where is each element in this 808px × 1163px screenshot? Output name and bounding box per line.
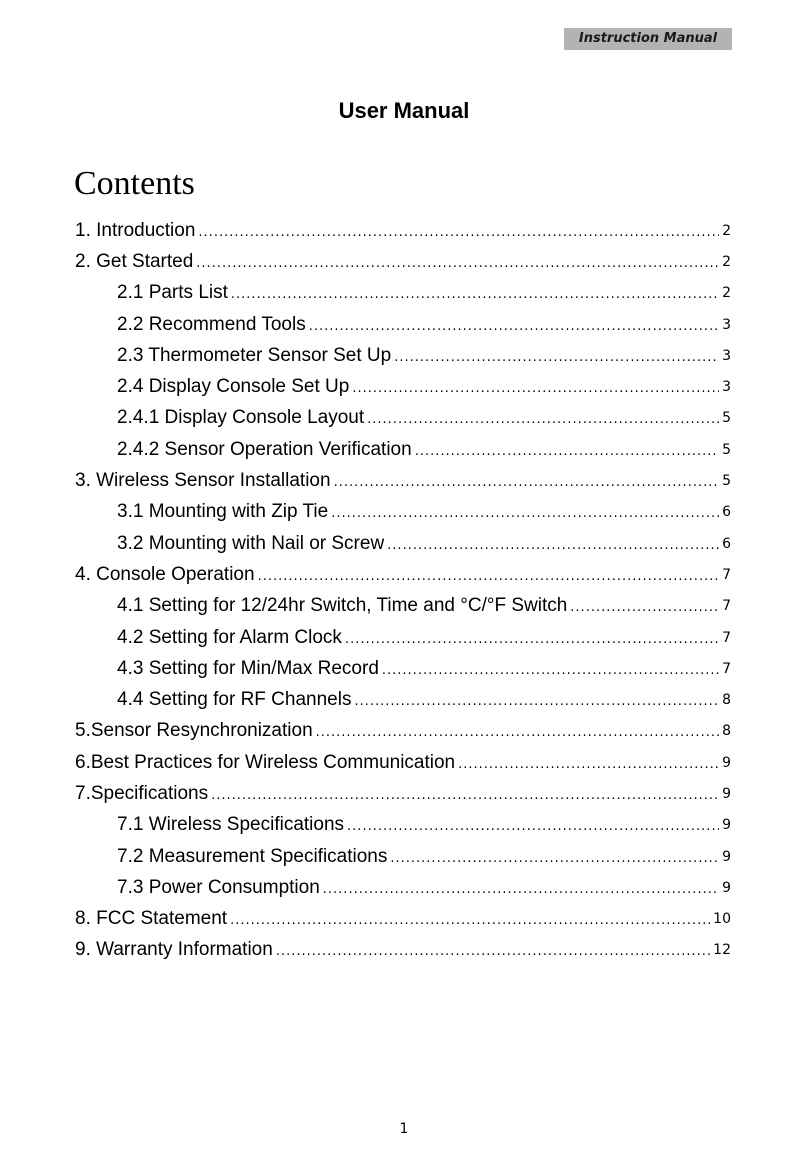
toc-entry[interactable] <box>75 371 731 402</box>
toc-entry-page: 9 <box>722 848 731 865</box>
toc-leader-dots <box>394 345 719 367</box>
toc-leader-dots <box>382 658 719 680</box>
toc-leader-dots <box>334 470 720 492</box>
toc-entry-label: 2.3 Thermometer Sensor Set Up <box>117 344 392 366</box>
toc-entry-page: 9 <box>722 785 731 802</box>
toc-leader-dots <box>316 720 719 742</box>
toc-entry-label: 7.3 Power Consumption <box>117 876 320 898</box>
toc-entry[interactable] <box>75 841 731 872</box>
toc-leader-dots <box>347 814 719 836</box>
toc-entry-label: 2. Get Started <box>75 250 194 272</box>
toc-entry-label: 4.4 Setting for RF Channels <box>117 689 352 711</box>
toc-entry[interactable] <box>75 497 731 528</box>
toc-leader-dots <box>231 282 719 304</box>
toc-entry-label: 2.4.1 Display Console Layout <box>117 407 365 429</box>
toc-entry[interactable] <box>75 716 731 747</box>
toc-leader-dots <box>211 783 719 805</box>
toc-leader-dots <box>276 939 710 961</box>
toc-entry-label: 8. FCC Statement <box>75 908 228 930</box>
toc-leader-dots <box>309 314 719 336</box>
toc-leader-dots <box>258 564 720 586</box>
instruction-manual-badge: Instruction Manual <box>564 28 732 50</box>
document-title: User Manual <box>338 98 470 123</box>
toc-entry-page: 12 <box>713 942 731 959</box>
toc-entry[interactable] <box>75 559 731 590</box>
toc-leader-dots <box>458 752 719 774</box>
toc-entry[interactable] <box>75 434 731 465</box>
toc-entry-page: 9 <box>722 817 731 834</box>
toc-entry-label: 4.3 Setting for Min/Max Record <box>117 657 379 679</box>
toc-entry-label: 4.1 Setting for 12/24hr Switch, Time and °C/°F Switch <box>117 595 568 617</box>
toc-entry[interactable] <box>75 872 731 903</box>
toc-entry-label: 5.Sensor Resynchronization <box>75 720 313 742</box>
toc-entry-page: 5 <box>722 473 731 490</box>
toc-entry-label: 2.1 Parts List <box>117 282 228 304</box>
toc-entry-page: 8 <box>722 692 731 709</box>
toc-leader-dots <box>198 220 719 242</box>
toc-entry-page: 7 <box>722 598 731 615</box>
toc-entry-label: 7.1 Wireless Specifications <box>117 814 345 836</box>
contents-heading: Contents <box>74 165 195 202</box>
toc-entry-label: 7.2 Measurement Specifications <box>117 845 388 867</box>
toc-entry-page: 7 <box>722 629 731 646</box>
toc-leader-dots <box>345 627 719 649</box>
toc-entry[interactable] <box>75 653 731 684</box>
toc-entry-page: 9 <box>722 879 731 896</box>
toc-entry[interactable] <box>75 528 731 559</box>
toc-entry-label: 6.Best Practices for Wireless Communication <box>75 751 456 773</box>
toc-entry-label: 4. Console Operation <box>75 563 255 585</box>
toc-entry-page: 3 <box>722 379 731 396</box>
toc-leader-dots <box>354 689 719 711</box>
toc-leader-dots <box>390 846 719 868</box>
toc-entry-page: 2 <box>722 285 731 302</box>
toc-leader-dots <box>323 877 719 899</box>
toc-entry-label: 2.4 Display Console Set Up <box>117 376 350 398</box>
toc-entry[interactable] <box>75 622 731 653</box>
toc-leader-dots <box>230 908 710 930</box>
toc-entry[interactable] <box>75 810 731 841</box>
toc-leader-dots <box>196 251 719 273</box>
toc-entry-page: 8 <box>722 723 731 740</box>
toc-entry-label: 2.2 Recommend Tools <box>117 313 306 335</box>
toc-entry-page: 9 <box>722 754 731 771</box>
toc-entry[interactable] <box>75 246 731 277</box>
toc-entry[interactable] <box>75 935 731 966</box>
toc-leader-dots <box>387 533 719 555</box>
toc-entry-page: 6 <box>722 535 731 552</box>
toc-entry-page: 5 <box>722 410 731 427</box>
toc-entry-page: 7 <box>722 566 731 583</box>
toc-entry-page: 10 <box>713 911 731 928</box>
toc-leader-dots <box>570 595 719 617</box>
toc-entry[interactable] <box>75 684 731 715</box>
toc-entry[interactable] <box>75 403 731 434</box>
toc-entry-page: 3 <box>722 316 731 333</box>
toc-entry[interactable] <box>75 778 731 809</box>
toc-entry[interactable] <box>75 340 731 371</box>
toc-entry[interactable] <box>75 215 731 246</box>
toc-entry-label: 1. Introduction <box>75 219 196 241</box>
toc-entry-label: 9. Warranty Information <box>75 939 273 961</box>
toc-entry-label: 3.1 Mounting with Zip Tie <box>117 501 329 523</box>
toc-entry[interactable] <box>75 465 731 496</box>
toc-leader-dots <box>331 501 719 523</box>
toc-entry-page: 2 <box>722 222 731 239</box>
toc-leader-dots <box>415 439 719 461</box>
toc-entry[interactable] <box>75 747 731 778</box>
toc-entry[interactable] <box>75 278 731 309</box>
toc-entry-label: 7.Specifications <box>75 782 209 804</box>
toc-entry-page: 2 <box>722 253 731 270</box>
page-number: 1 <box>399 1121 409 1137</box>
toc-entry-label: 3.2 Mounting with Nail or Screw <box>117 532 385 554</box>
toc-leader-dots <box>352 376 719 398</box>
toc-entry[interactable] <box>75 591 731 622</box>
toc-entry-page: 6 <box>722 504 731 521</box>
toc-entry-label: 2.4.2 Sensor Operation Verification <box>117 438 412 460</box>
toc-entry-label: 3. Wireless Sensor Installation <box>75 470 331 492</box>
toc-entry-page: 3 <box>722 347 731 364</box>
toc-entry-page: 7 <box>722 660 731 677</box>
table-of-contents <box>75 215 731 966</box>
toc-entry[interactable] <box>75 904 731 935</box>
toc-entry-label: 4.2 Setting for Alarm Clock <box>117 626 342 648</box>
toc-leader-dots <box>367 407 719 429</box>
toc-entry[interactable] <box>75 309 731 340</box>
toc-entry-page: 5 <box>722 441 731 458</box>
